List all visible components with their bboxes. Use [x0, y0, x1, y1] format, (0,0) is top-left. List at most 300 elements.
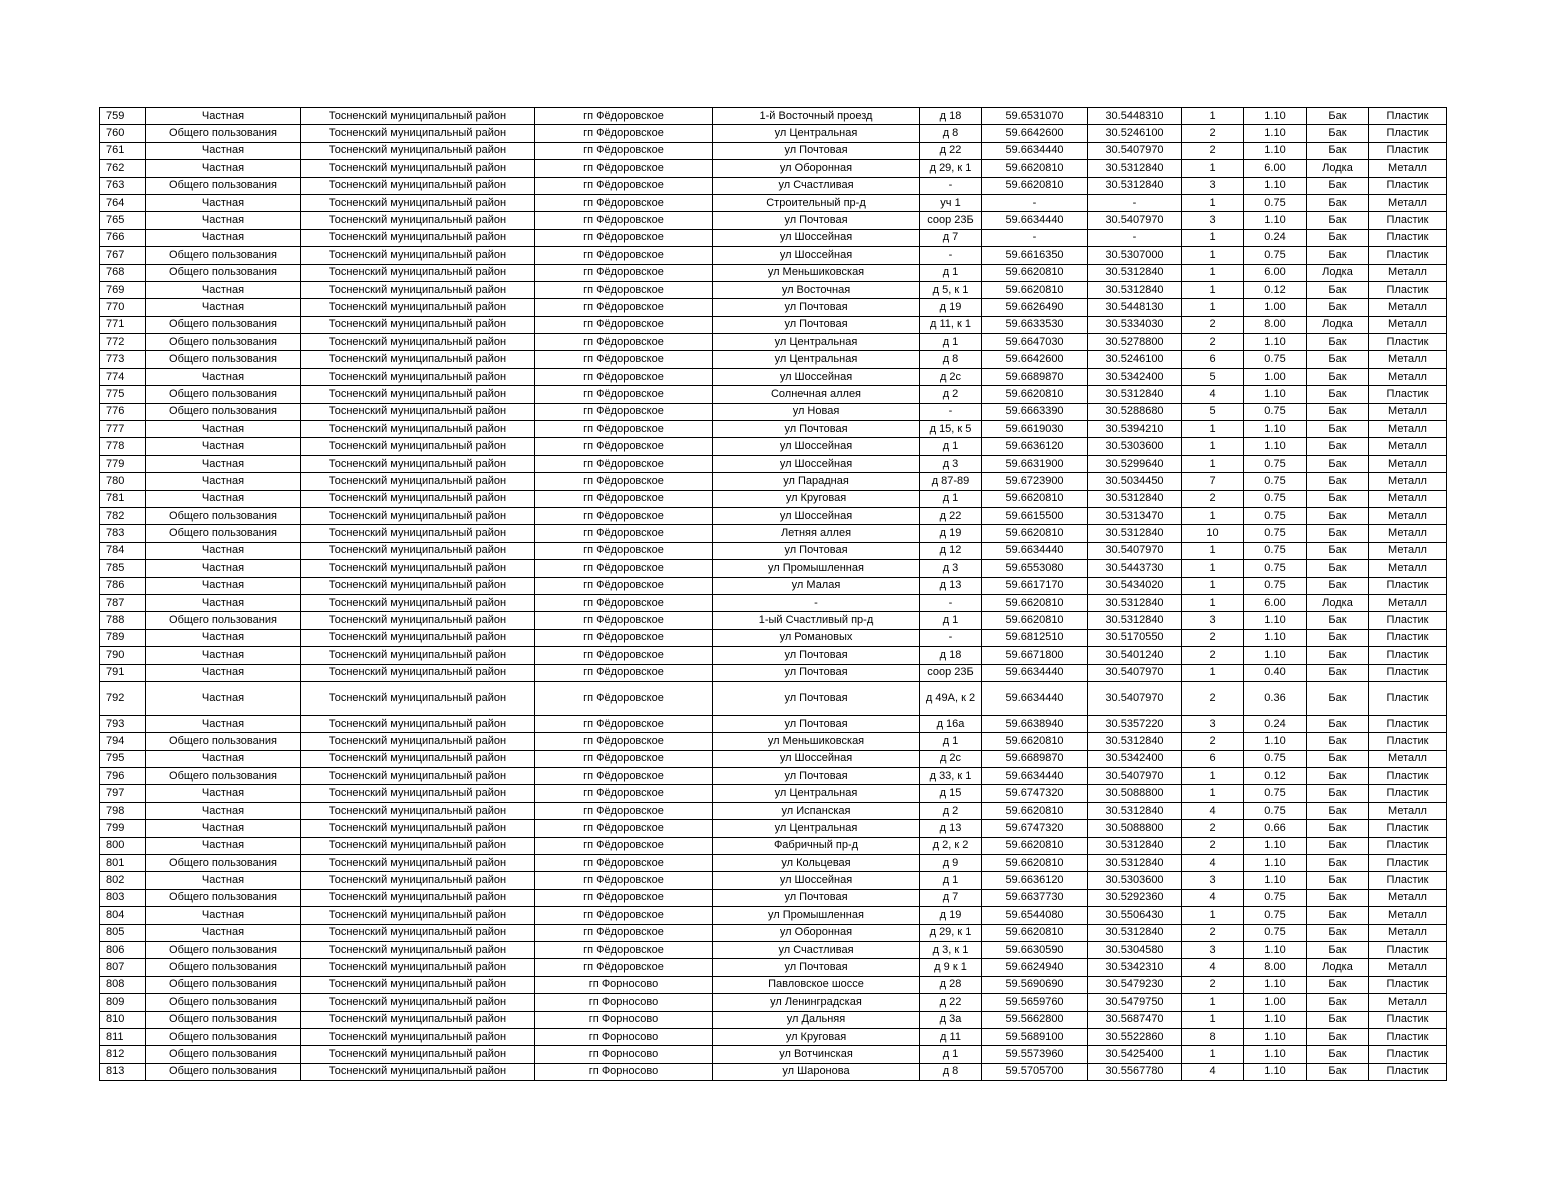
cell-container-material: Пластик — [1369, 785, 1447, 802]
cell-house-number: д 13 — [920, 577, 982, 594]
cell-row-number: 776 — [100, 403, 146, 420]
cell-longitude: 30.5312840 — [1088, 264, 1182, 281]
cell-row-number: 766 — [100, 229, 146, 246]
cell-container-type: Бак — [1307, 281, 1369, 298]
cell-latitude: 59.6624940 — [982, 959, 1088, 976]
cell-longitude: 30.5246100 — [1088, 351, 1182, 368]
cell-municipal-district: Тосненский муниципальный район — [301, 872, 535, 889]
cell-ownership-type: Частная — [146, 577, 301, 594]
cell-container-volume: 1.10 — [1244, 837, 1307, 854]
cell-container-type: Лодка — [1307, 316, 1369, 333]
table-row — [100, 647, 1447, 664]
table-row — [100, 386, 1447, 403]
cell-latitude: 59.6620810 — [982, 160, 1088, 177]
cell-street: ул Центральная — [713, 351, 920, 368]
cell-container-count: 1 — [1182, 1011, 1244, 1028]
cell-container-count: 1 — [1182, 421, 1244, 438]
cell-settlement: гп Фёдоровское — [535, 403, 713, 420]
cell-longitude: 30.5479230 — [1088, 976, 1182, 993]
cell-longitude: 30.5312840 — [1088, 855, 1182, 872]
cell-longitude: 30.5312840 — [1088, 802, 1182, 819]
cell-settlement: гп Фёдоровское — [535, 473, 713, 490]
cell-street: ул Шоссейная — [713, 368, 920, 385]
cell-container-material: Металл — [1369, 542, 1447, 559]
cell-container-material: Металл — [1369, 299, 1447, 316]
cell-container-type: Бак — [1307, 577, 1369, 594]
cell-row-number: 801 — [100, 855, 146, 872]
cell-container-count: 1 — [1182, 560, 1244, 577]
cell-house-number: д 3а — [920, 1011, 982, 1028]
cell-latitude: 59.6634440 — [982, 664, 1088, 681]
cell-container-type: Бак — [1307, 664, 1369, 681]
cell-municipal-district: Тосненский муниципальный район — [301, 351, 535, 368]
cell-latitude: 59.6634440 — [982, 142, 1088, 159]
cell-container-type: Бак — [1307, 837, 1369, 854]
cell-container-volume: 0.36 — [1244, 681, 1307, 715]
cell-settlement: гп Форносово — [535, 1046, 713, 1063]
cell-street: ул Шоссейная — [713, 455, 920, 472]
cell-street: ул Промышленная — [713, 907, 920, 924]
cell-settlement: гп Фёдоровское — [535, 889, 713, 906]
cell-house-number: д 28 — [920, 976, 982, 993]
cell-row-number: 799 — [100, 820, 146, 837]
cell-container-volume: 0.75 — [1244, 455, 1307, 472]
cell-container-type: Бак — [1307, 768, 1369, 785]
cell-container-material: Металл — [1369, 994, 1447, 1011]
cell-settlement: гп Фёдоровское — [535, 386, 713, 403]
cell-longitude: 30.5088800 — [1088, 820, 1182, 837]
cell-municipal-district: Тосненский муниципальный район — [301, 889, 535, 906]
cell-latitude: 59.6544080 — [982, 907, 1088, 924]
cell-longitude: 30.5299640 — [1088, 455, 1182, 472]
cell-ownership-type: Частная — [146, 924, 301, 941]
cell-container-material: Металл — [1369, 316, 1447, 333]
cell-container-material: Пластик — [1369, 872, 1447, 889]
cell-latitude: 59.5662800 — [982, 1011, 1088, 1028]
cell-ownership-type: Частная — [146, 438, 301, 455]
cell-street: Солнечная аллея — [713, 386, 920, 403]
table-row — [100, 142, 1447, 159]
cell-settlement: гп Фёдоровское — [535, 194, 713, 211]
cell-ownership-type: Общего пользования — [146, 351, 301, 368]
cell-container-count: 1 — [1182, 281, 1244, 298]
cell-row-number: 808 — [100, 976, 146, 993]
cell-container-count: 10 — [1182, 525, 1244, 542]
table-row — [100, 194, 1447, 211]
table-row — [100, 351, 1447, 368]
cell-row-number: 762 — [100, 160, 146, 177]
cell-street: ул Парадная — [713, 473, 920, 490]
cell-container-volume: 1.10 — [1244, 1011, 1307, 1028]
cell-settlement: гп Фёдоровское — [535, 872, 713, 889]
cell-row-number: 760 — [100, 125, 146, 142]
cell-municipal-district: Тосненский муниципальный район — [301, 855, 535, 872]
cell-container-material: Пластик — [1369, 577, 1447, 594]
cell-street: ул Романовых — [713, 629, 920, 646]
cell-row-number: 792 — [100, 681, 146, 715]
cell-longitude: 30.5407970 — [1088, 681, 1182, 715]
cell-street: 1-й Восточный проезд — [713, 108, 920, 125]
cell-container-material: Металл — [1369, 421, 1447, 438]
cell-longitude: 30.5687470 — [1088, 1011, 1182, 1028]
cell-longitude: 30.5088800 — [1088, 785, 1182, 802]
cell-container-type: Бак — [1307, 386, 1369, 403]
cell-street: ул Почтовая — [713, 715, 920, 732]
cell-settlement: гп Фёдоровское — [535, 229, 713, 246]
cell-container-material: Пластик — [1369, 941, 1447, 958]
cell-container-material: Пластик — [1369, 612, 1447, 629]
cell-row-number: 788 — [100, 612, 146, 629]
table-row — [100, 525, 1447, 542]
cell-latitude: 59.6689870 — [982, 750, 1088, 767]
cell-house-number: - — [920, 629, 982, 646]
cell-house-number: д 9 к 1 — [920, 959, 982, 976]
cell-municipal-district: Тосненский муниципальный район — [301, 715, 535, 732]
cell-house-number: д 2, к 2 — [920, 837, 982, 854]
cell-settlement: гп Фёдоровское — [535, 334, 713, 351]
cell-container-type: Бак — [1307, 785, 1369, 802]
cell-container-count: 6 — [1182, 351, 1244, 368]
cell-house-number: д 1 — [920, 1046, 982, 1063]
cell-house-number: д 1 — [920, 733, 982, 750]
cell-municipal-district: Тосненский муниципальный район — [301, 1011, 535, 1028]
cell-longitude: 30.5342400 — [1088, 368, 1182, 385]
cell-container-type: Бак — [1307, 1063, 1369, 1080]
cell-container-type: Бак — [1307, 455, 1369, 472]
cell-container-count: 1 — [1182, 264, 1244, 281]
cell-ownership-type: Общего пользования — [146, 612, 301, 629]
cell-container-type: Бак — [1307, 212, 1369, 229]
cell-container-count: 3 — [1182, 612, 1244, 629]
cell-municipal-district: Тосненский муниципальный район — [301, 907, 535, 924]
cell-container-count: 3 — [1182, 177, 1244, 194]
cell-municipal-district: Тосненский муниципальный район — [301, 629, 535, 646]
cell-container-volume: 1.00 — [1244, 299, 1307, 316]
cell-house-number: д 29, к 1 — [920, 924, 982, 941]
cell-latitude: 59.6620810 — [982, 802, 1088, 819]
table-row — [100, 681, 1447, 715]
cell-container-material: Пластик — [1369, 386, 1447, 403]
cell-container-count: 1 — [1182, 577, 1244, 594]
cell-row-number: 779 — [100, 455, 146, 472]
cell-latitude: 59.6620810 — [982, 733, 1088, 750]
cell-settlement: гп Фёдоровское — [535, 247, 713, 264]
table-row — [100, 802, 1447, 819]
cell-longitude: 30.5303600 — [1088, 872, 1182, 889]
cell-house-number: д 2с — [920, 750, 982, 767]
cell-container-volume: 1.10 — [1244, 438, 1307, 455]
cell-container-material: Металл — [1369, 490, 1447, 507]
cell-container-type: Бак — [1307, 438, 1369, 455]
cell-settlement: гп Фёдоровское — [535, 560, 713, 577]
cell-street: ул Шоссейная — [713, 507, 920, 524]
cell-house-number: - — [920, 177, 982, 194]
cell-row-number: 773 — [100, 351, 146, 368]
cell-settlement: гп Фёдоровское — [535, 177, 713, 194]
cell-row-number: 813 — [100, 1063, 146, 1080]
cell-house-number: д 49А, к 2 — [920, 681, 982, 715]
cell-container-type: Бак — [1307, 750, 1369, 767]
cell-municipal-district: Тосненский муниципальный район — [301, 1028, 535, 1045]
cell-container-material: Пластик — [1369, 229, 1447, 246]
table-body — [100, 108, 1447, 1081]
cell-container-count: 4 — [1182, 386, 1244, 403]
cell-latitude: 59.6633530 — [982, 316, 1088, 333]
cell-municipal-district: Тосненский муниципальный район — [301, 194, 535, 211]
cell-container-type: Лодка — [1307, 160, 1369, 177]
table-row — [100, 455, 1447, 472]
cell-row-number: 810 — [100, 1011, 146, 1028]
cell-ownership-type: Частная — [146, 212, 301, 229]
cell-ownership-type: Частная — [146, 681, 301, 715]
table-row — [100, 281, 1447, 298]
cell-municipal-district: Тосненский муниципальный район — [301, 334, 535, 351]
cell-container-type: Бак — [1307, 733, 1369, 750]
cell-container-volume: 1.10 — [1244, 108, 1307, 125]
cell-container-volume: 1.10 — [1244, 142, 1307, 159]
cell-ownership-type: Частная — [146, 299, 301, 316]
cell-settlement: гп Фёдоровское — [535, 368, 713, 385]
cell-settlement: гп Фёдоровское — [535, 802, 713, 819]
cell-latitude: 59.6636120 — [982, 872, 1088, 889]
table-row — [100, 872, 1447, 889]
cell-municipal-district: Тосненский муниципальный район — [301, 1046, 535, 1063]
cell-municipal-district: Тосненский муниципальный район — [301, 647, 535, 664]
cell-container-volume: 0.75 — [1244, 785, 1307, 802]
cell-container-count: 2 — [1182, 142, 1244, 159]
cell-house-number: д 33, к 1 — [920, 768, 982, 785]
cell-container-volume: 0.75 — [1244, 525, 1307, 542]
cell-container-volume: 0.24 — [1244, 715, 1307, 732]
cell-container-volume: 0.75 — [1244, 802, 1307, 819]
cell-container-volume: 0.75 — [1244, 889, 1307, 906]
cell-row-number: 763 — [100, 177, 146, 194]
cell-house-number: д 29, к 1 — [920, 160, 982, 177]
cell-municipal-district: Тосненский муниципальный район — [301, 802, 535, 819]
cell-longitude: 30.5292360 — [1088, 889, 1182, 906]
cell-container-volume: 1.10 — [1244, 855, 1307, 872]
cell-street: Летняя аллея — [713, 525, 920, 542]
cell-container-type: Бак — [1307, 1028, 1369, 1045]
cell-street: ул Круговая — [713, 490, 920, 507]
cell-latitude: 59.6620810 — [982, 924, 1088, 941]
cell-row-number: 777 — [100, 421, 146, 438]
cell-house-number: д 3 — [920, 455, 982, 472]
cell-container-count: 2 — [1182, 681, 1244, 715]
cell-longitude: 30.5506430 — [1088, 907, 1182, 924]
cell-container-count: 4 — [1182, 855, 1244, 872]
cell-row-number: 804 — [100, 907, 146, 924]
cell-ownership-type: Общего пользования — [146, 316, 301, 333]
cell-longitude: - — [1088, 194, 1182, 211]
cell-municipal-district: Тосненский муниципальный район — [301, 1063, 535, 1080]
cell-longitude: 30.5312840 — [1088, 525, 1182, 542]
cell-latitude: 59.6642600 — [982, 351, 1088, 368]
cell-container-material: Пластик — [1369, 334, 1447, 351]
cell-container-volume: 1.10 — [1244, 1063, 1307, 1080]
table-row — [100, 1028, 1447, 1045]
cell-container-count: 1 — [1182, 542, 1244, 559]
cell-container-count: 1 — [1182, 994, 1244, 1011]
cell-container-material: Пластик — [1369, 855, 1447, 872]
cell-municipal-district: Тосненский муниципальный район — [301, 525, 535, 542]
cell-house-number: д 1 — [920, 490, 982, 507]
cell-row-number: 796 — [100, 768, 146, 785]
cell-municipal-district: Тосненский муниципальный район — [301, 316, 535, 333]
cell-row-number: 811 — [100, 1028, 146, 1045]
cell-street: ул Промышленная — [713, 560, 920, 577]
cell-container-material: Металл — [1369, 907, 1447, 924]
cell-container-type: Лодка — [1307, 594, 1369, 611]
cell-container-volume: 0.75 — [1244, 247, 1307, 264]
cell-ownership-type: Общего пользования — [146, 959, 301, 976]
cell-container-type: Бак — [1307, 715, 1369, 732]
cell-row-number: 787 — [100, 594, 146, 611]
cell-container-count: 4 — [1182, 1063, 1244, 1080]
cell-container-count: 1 — [1182, 768, 1244, 785]
cell-municipal-district: Тосненский муниципальный район — [301, 750, 535, 767]
cell-longitude: 30.5312840 — [1088, 386, 1182, 403]
cell-street: ул Вотчинская — [713, 1046, 920, 1063]
cell-container-material: Пластик — [1369, 281, 1447, 298]
cell-street: ул Почтовая — [713, 299, 920, 316]
cell-ownership-type: Общего пользования — [146, 525, 301, 542]
cell-settlement: гп Фёдоровское — [535, 750, 713, 767]
cell-municipal-district: Тосненский муниципальный район — [301, 542, 535, 559]
cell-container-count: 2 — [1182, 837, 1244, 854]
cell-municipal-district: Тосненский муниципальный район — [301, 212, 535, 229]
cell-container-volume: 1.10 — [1244, 125, 1307, 142]
cell-longitude: 30.5303600 — [1088, 438, 1182, 455]
cell-longitude: 30.5312840 — [1088, 837, 1182, 854]
table-row — [100, 507, 1447, 524]
cell-container-material: Пластик — [1369, 212, 1447, 229]
cell-container-type: Бак — [1307, 629, 1369, 646]
cell-container-volume: 6.00 — [1244, 264, 1307, 281]
cell-latitude: 59.6747320 — [982, 820, 1088, 837]
cell-settlement: гп Фёдоровское — [535, 855, 713, 872]
cell-row-number: 798 — [100, 802, 146, 819]
cell-longitude: 30.5312840 — [1088, 177, 1182, 194]
cell-street: ул Оборонная — [713, 924, 920, 941]
cell-container-type: Бак — [1307, 351, 1369, 368]
cell-settlement: гп Фёдоровское — [535, 108, 713, 125]
cell-street: ул Почтовая — [713, 768, 920, 785]
cell-container-count: 4 — [1182, 802, 1244, 819]
cell-settlement: гп Фёдоровское — [535, 715, 713, 732]
cell-house-number: д 9 — [920, 855, 982, 872]
cell-container-count: 2 — [1182, 490, 1244, 507]
cell-container-count: 2 — [1182, 316, 1244, 333]
cell-container-count: 2 — [1182, 976, 1244, 993]
cell-longitude: 30.5342310 — [1088, 959, 1182, 976]
cell-ownership-type: Частная — [146, 108, 301, 125]
cell-row-number: 778 — [100, 438, 146, 455]
cell-latitude: - — [982, 229, 1088, 246]
cell-municipal-district: Тосненский муниципальный район — [301, 976, 535, 993]
cell-container-type: Бак — [1307, 525, 1369, 542]
table-row — [100, 438, 1447, 455]
cell-longitude: 30.5448310 — [1088, 108, 1182, 125]
cell-row-number: 805 — [100, 924, 146, 941]
cell-longitude: 30.5448130 — [1088, 299, 1182, 316]
cell-house-number: д 19 — [920, 907, 982, 924]
cell-container-volume: 0.75 — [1244, 577, 1307, 594]
cell-ownership-type: Частная — [146, 750, 301, 767]
cell-container-volume: 0.75 — [1244, 490, 1307, 507]
cell-container-type: Бак — [1307, 125, 1369, 142]
cell-longitude: 30.5425400 — [1088, 1046, 1182, 1063]
cell-container-type: Бак — [1307, 994, 1369, 1011]
cell-municipal-district: Тосненский муниципальный район — [301, 299, 535, 316]
cell-ownership-type: Частная — [146, 907, 301, 924]
cell-container-type: Бак — [1307, 612, 1369, 629]
cell-row-number: 790 — [100, 647, 146, 664]
cell-ownership-type: Частная — [146, 455, 301, 472]
cell-municipal-district: Тосненский муниципальный район — [301, 837, 535, 854]
cell-street: ул Счастливая — [713, 941, 920, 958]
cell-container-volume: 1.10 — [1244, 629, 1307, 646]
cell-street: ул Шоссейная — [713, 750, 920, 767]
cell-container-count: 1 — [1182, 664, 1244, 681]
cell-municipal-district: Тосненский муниципальный район — [301, 386, 535, 403]
cell-ownership-type: Общего пользования — [146, 941, 301, 958]
cell-container-count: 2 — [1182, 334, 1244, 351]
cell-street: Павловское шоссе — [713, 976, 920, 993]
cell-container-count: 1 — [1182, 229, 1244, 246]
cell-container-count: 1 — [1182, 907, 1244, 924]
cell-house-number: уч 1 — [920, 194, 982, 211]
cell-street: ул Центральная — [713, 785, 920, 802]
cell-row-number: 786 — [100, 577, 146, 594]
cell-container-type: Бак — [1307, 542, 1369, 559]
cell-container-count: 1 — [1182, 594, 1244, 611]
table-row — [100, 264, 1447, 281]
cell-row-number: 800 — [100, 837, 146, 854]
cell-container-material: Пластик — [1369, 177, 1447, 194]
cell-row-number: 784 — [100, 542, 146, 559]
table-row — [100, 837, 1447, 854]
table-row — [100, 177, 1447, 194]
cell-ownership-type: Частная — [146, 560, 301, 577]
cell-ownership-type: Частная — [146, 820, 301, 837]
cell-longitude: 30.5434020 — [1088, 577, 1182, 594]
cell-longitude: 30.5312840 — [1088, 281, 1182, 298]
cell-municipal-district: Тосненский муниципальный район — [301, 455, 535, 472]
table-row — [100, 889, 1447, 906]
cell-latitude: 59.6620810 — [982, 281, 1088, 298]
cell-container-type: Бак — [1307, 142, 1369, 159]
table-row — [100, 125, 1447, 142]
table-row — [100, 959, 1447, 976]
cell-municipal-district: Тосненский муниципальный район — [301, 490, 535, 507]
cell-street: ул Почтовая — [713, 647, 920, 664]
cell-house-number: д 12 — [920, 542, 982, 559]
cell-street: ул Ленинградская — [713, 994, 920, 1011]
cell-municipal-district: Тосненский муниципальный район — [301, 473, 535, 490]
cell-street: ул Центральная — [713, 820, 920, 837]
cell-row-number: 789 — [100, 629, 146, 646]
cell-ownership-type: Общего пользования — [146, 1011, 301, 1028]
cell-container-type: Бак — [1307, 299, 1369, 316]
cell-longitude: 30.5312840 — [1088, 924, 1182, 941]
cell-container-material: Металл — [1369, 525, 1447, 542]
cell-settlement: гп Фёдоровское — [535, 612, 713, 629]
table-row — [100, 768, 1447, 785]
cell-container-type: Бак — [1307, 941, 1369, 958]
cell-longitude: 30.5334030 — [1088, 316, 1182, 333]
cell-municipal-district: Тосненский муниципальный район — [301, 125, 535, 142]
